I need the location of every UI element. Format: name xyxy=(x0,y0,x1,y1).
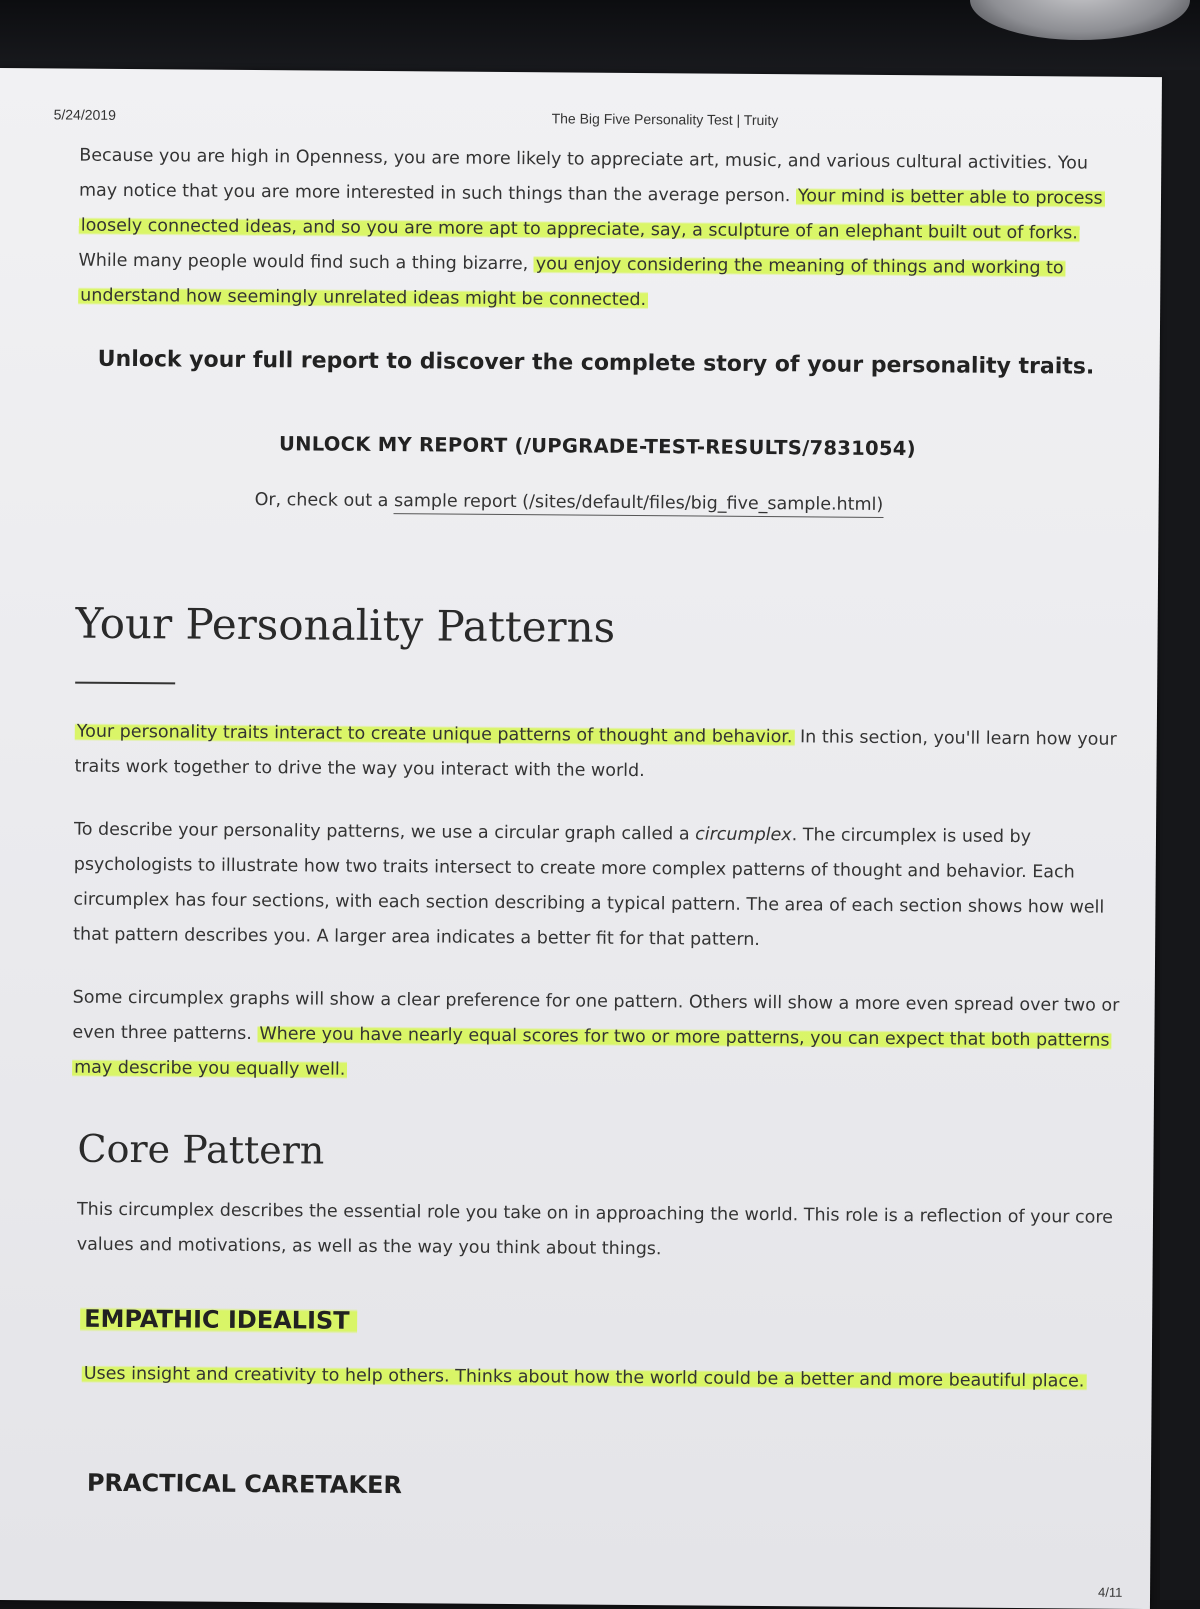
pattern-name-practical-caretaker: PRACTICAL CARETAKER xyxy=(86,1468,403,1500)
unlock-message: Unlock your full report to discover the complete story of your personality traits. xyxy=(97,346,1095,380)
patterns-intro-text: In this section, you'll learn how your traits work together to drive the way you interact with the world. xyxy=(74,727,1117,782)
spread-highlight: Where you have nearly equal scores for two or more patterns, you can expect that both patterns may describe you equally well. xyxy=(74,1024,1110,1080)
pattern-name-empathic-idealist xyxy=(80,1305,358,1335)
circumplex-text-before: To describe your personality patterns, we use a circular graph called a xyxy=(73,819,696,845)
print-date: 5/24/2019 xyxy=(53,106,116,123)
core-pattern-description: This circumplex describes the essential role you take on in approaching the world. This role is a reflection of your core values and motivations, as well as the way you think about things. xyxy=(76,1199,1114,1260)
circumplex-paragraph xyxy=(73,813,1124,961)
openness-paragraph xyxy=(78,139,1129,322)
patterns-intro-paragraph xyxy=(74,715,1125,793)
sample-report-line xyxy=(255,490,1015,516)
personality-patterns-heading: Your Personality Patterns xyxy=(75,598,616,652)
circumplex-text-after: . The circumplex is used by psychologists to illustrate how two traits intersect to create more complex patterns of thought and behavior. Each circumplex has four sections, with each section describing a typical pattern. The area of each section shows how well that pattern describes you. A larger area indicates a better fit for that pattern. xyxy=(73,825,1105,950)
openness-text-2: While many people would find such a thing bizarre, xyxy=(78,250,534,275)
openness-text-1: Because you are high in Openness, you are more likely to appreciate art, music, and various cultural activities. You may notice that you are more interested in such things than the average person. xyxy=(78,145,1089,207)
openness-highlight-1: Your mind is better able to process loosely connected ideas, and so you are more apt to appreciate, say, a sculpture of an elephant built out of forks. xyxy=(79,186,1105,243)
spread-text: Some circumplex graphs will show a clear preference for one pattern. Others will show a more even spread over two or even three patterns. xyxy=(72,987,1120,1045)
spread-paragraph xyxy=(72,981,1123,1094)
core-pattern-heading: Core Pattern xyxy=(77,1126,325,1173)
unlock-report-button[interactable]: UNLOCK MY REPORT (/UPGRADE-TEST-RESULTS/7831054) xyxy=(278,432,916,461)
printed-page xyxy=(0,68,1162,1609)
pattern-description-highlight: Uses insight and creativity to help others. Thinks about how the world could be a better and more beautiful place. xyxy=(83,1363,1085,1392)
pattern-name-highlight: EMPATHIC IDEALIST xyxy=(80,1305,358,1335)
openness-highlight-2: you enjoy considering the meaning of things and working to understand how seemingly unrelated ideas might be connected. xyxy=(80,254,1064,311)
heading-divider xyxy=(75,682,175,685)
sample-report-link[interactable]: sample report (/sites/default/files/big_five_sample.html) xyxy=(394,491,883,518)
sample-report-prefix: Or, check out a xyxy=(254,490,395,512)
photo-background-right xyxy=(1160,70,1200,1600)
patterns-intro-highlight: Your personality traits interact to create unique patterns of thought and behavior. xyxy=(76,721,793,748)
pattern-description-empathic-idealist xyxy=(82,1357,1122,1400)
print-page-title: The Big Five Personality Test | Truity xyxy=(551,110,779,129)
page-number: 4/11 xyxy=(1098,1584,1123,1600)
circumplex-term: circumplex xyxy=(695,824,792,846)
